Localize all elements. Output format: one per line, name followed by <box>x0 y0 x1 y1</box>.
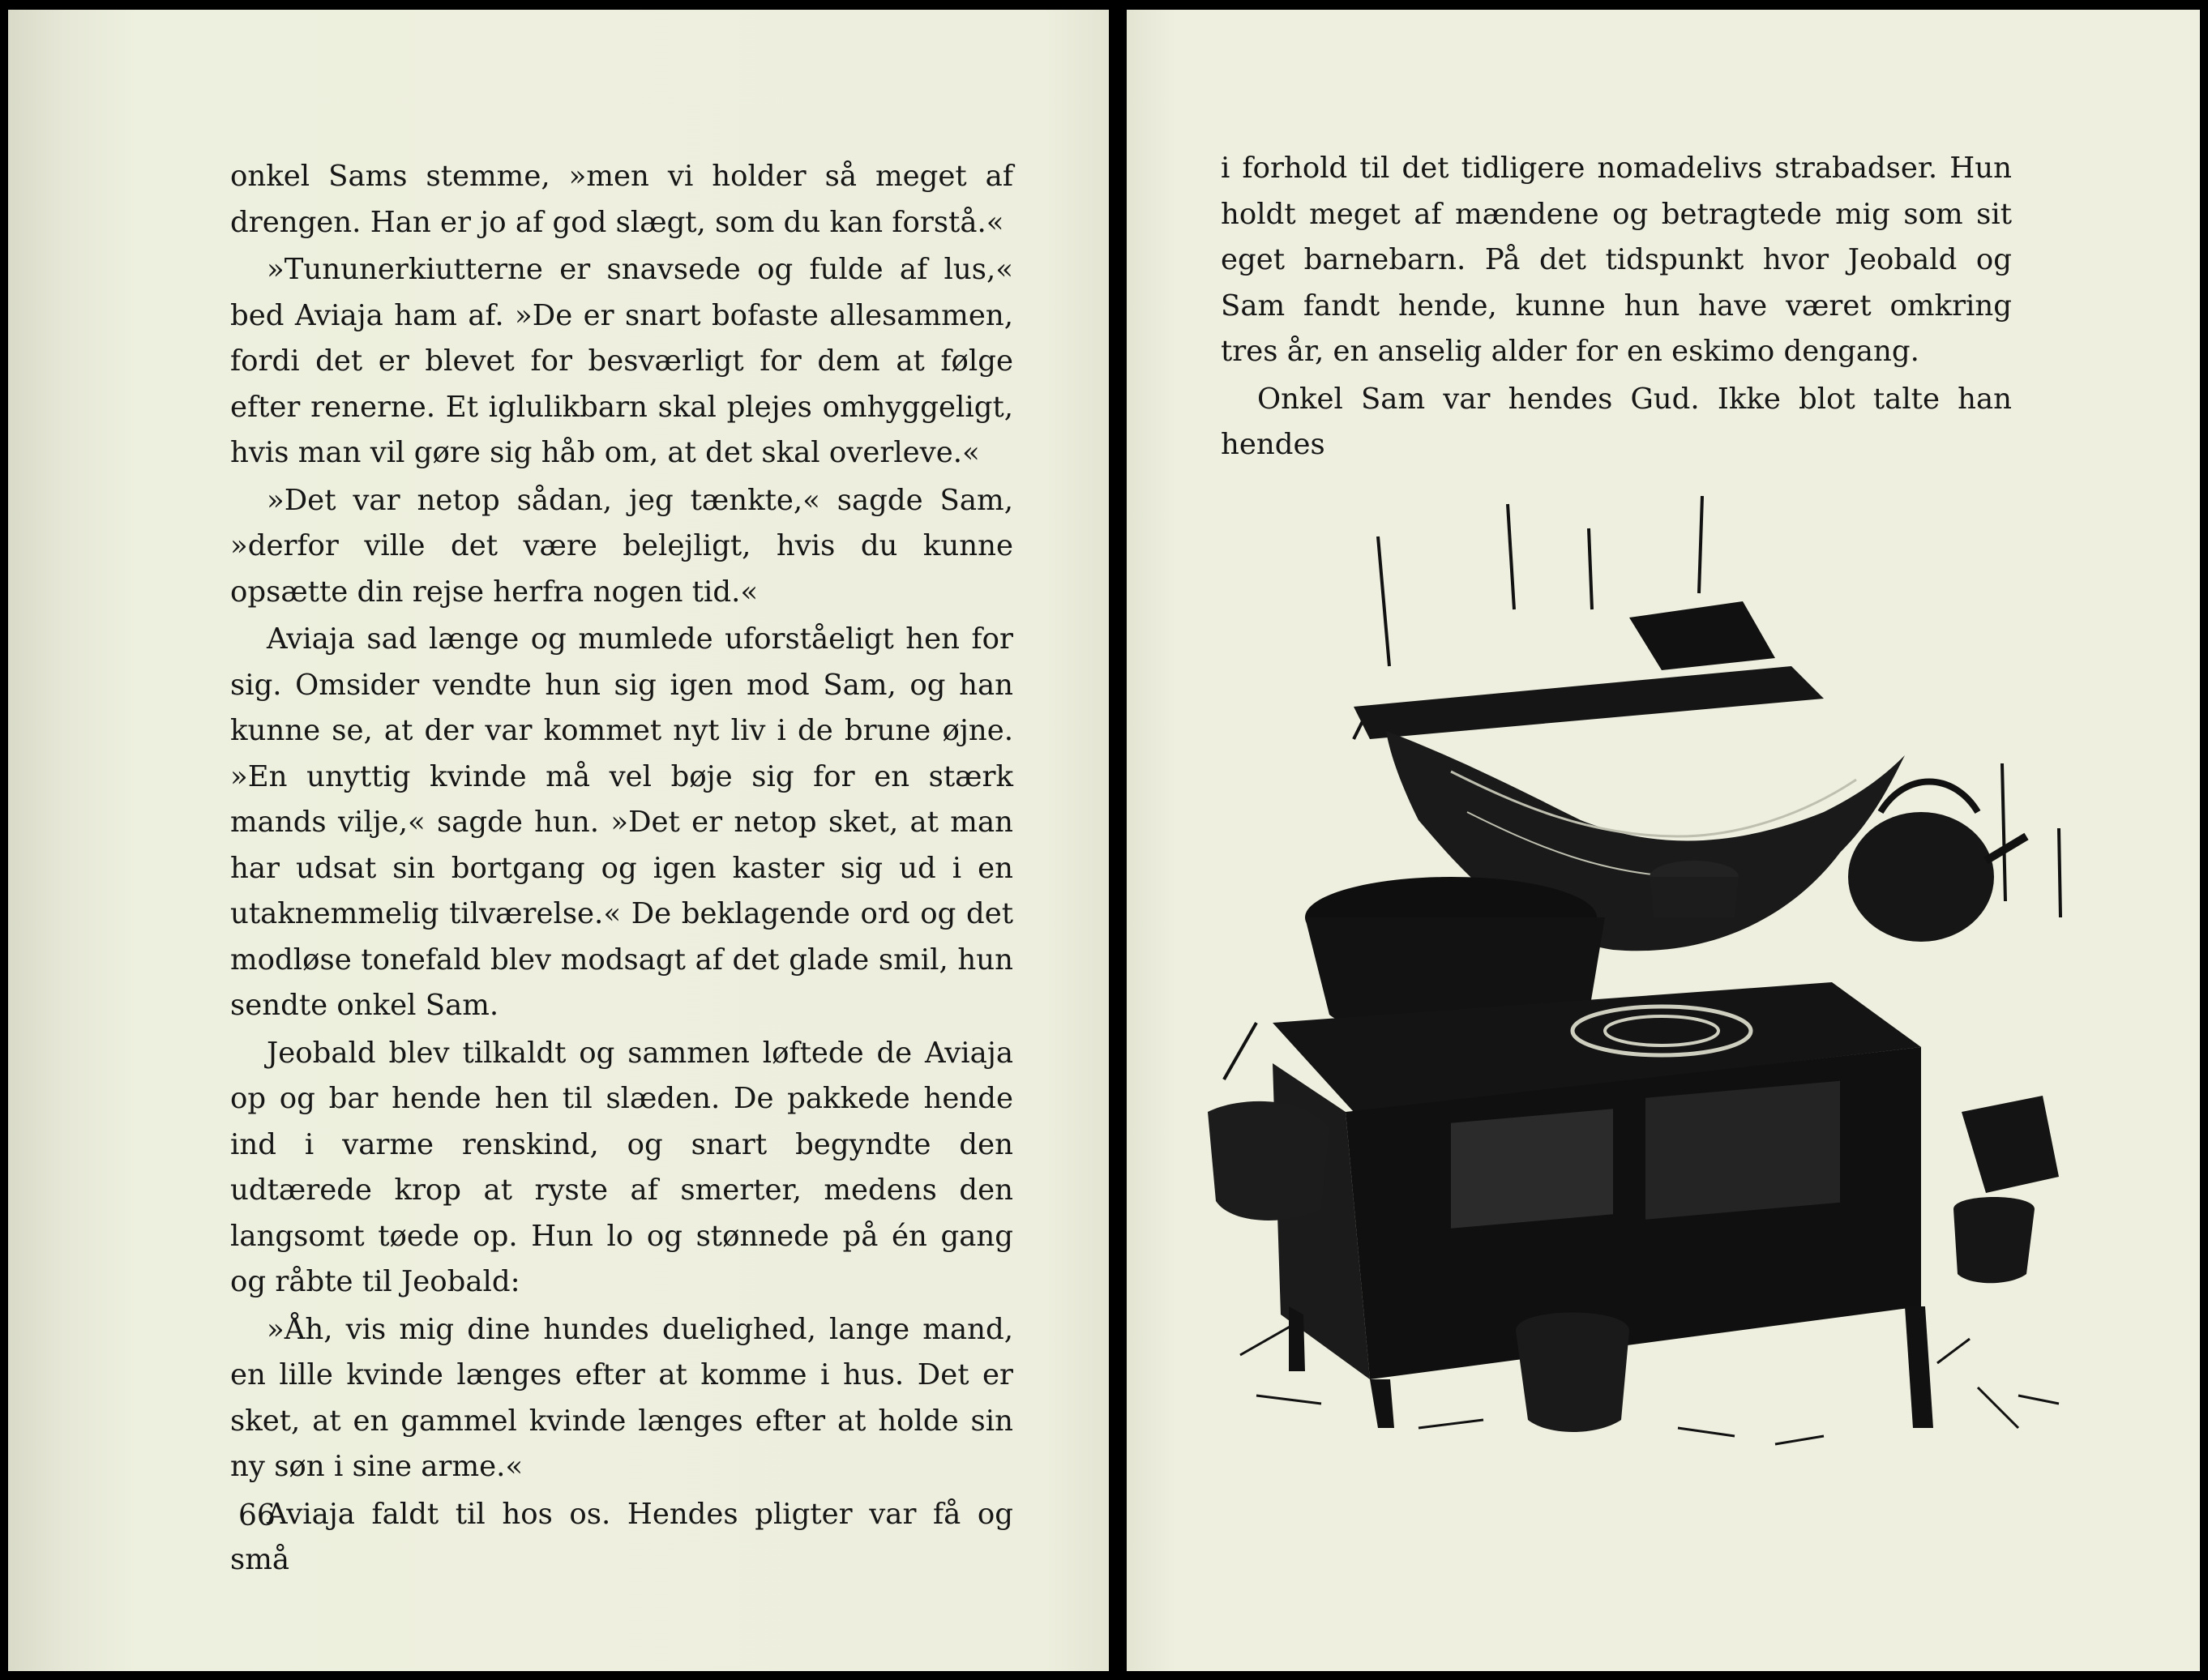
left-page <box>8 10 1109 1671</box>
paragraph: »Tununerkiutterne er snavsede og fulde af lus,« bed Aviaja ham af. »De er snart bofaste allesammen, fordi det er blevet for besværligt for dem at følge efter renerne. Et iglulikbarn skal plejes omhyggeligt, hvis man vil gøre sig håb om, at det skal overleve.« <box>230 253 1013 469</box>
paragraph: onkel Sams stemme, »men vi holder så meget af drengen. Han er jo af god slægt, som du kan forstå.« <box>230 160 1013 239</box>
right-page <box>1127 10 2200 1671</box>
page-number: 66 <box>238 1499 276 1533</box>
paragraph: i forhold til det tidligere nomadelivs strabadser. Hun holdt meget af mændene og betragtede mig som sit eget barnebarn. På det tidspunkt hvor Jeobald og Sam fandt hende, kunne hun have været omkring tres år, en anselig alder for en eskimo dengang. <box>1221 152 2012 368</box>
paragraph: »Det var netop sådan, jeg tænkte,« sagde Sam, »derfor ville det være belejligt, hvis du kunne opsætte din rejse herfra nogen tid.« <box>230 483 1013 609</box>
paragraph: Onkel Sam var hendes Gud. Ikke blot talte han hendes <box>1221 382 2012 461</box>
paragraph: Aviaja faldt til hos os. Hendes pligter var få og små <box>230 1497 1013 1576</box>
right-page-text <box>1221 146 2012 470</box>
stove-illustration <box>1208 496 2067 1452</box>
paragraph: Jeobald blev tilkaldt og sammen løftede de Aviaja op og bar hende hen til slæden. De pakkede hende ind i varme renskind, og snart begyndte den udtærede krop at ryste af smerter, medens den langsomt tøede op. Hun lo og stønnede på én gang og råbte til Jeobald: <box>230 1036 1013 1298</box>
left-page-text <box>230 154 1013 1585</box>
paragraph: Aviaja sad længe og mumlede uforståeligt hen for sig. Omsider vendte hun sig igen mod Sam, og han kunne se, at der var kommet nyt liv i de brune øjne. »En unyttig kvinde må vel bøje sig for en stærk mands vilje,« sagde hun. »Det er netop sket, at man har udsat sin bortgang og igen kaster sig ud i en utaknemmelig tilværelse.« De beklagende ord og det modløse tonefald blev modsagt af det glade smil, hun sendte onkel Sam. <box>230 622 1013 1022</box>
paragraph: »Åh, vis mig dine hundes duelighed, lange mand, en lille kvinde længes efter at komme i hus. Det er sket, at en gammel kvinde længes efter at holde sin ny søn i sine arme.« <box>230 1312 1013 1483</box>
